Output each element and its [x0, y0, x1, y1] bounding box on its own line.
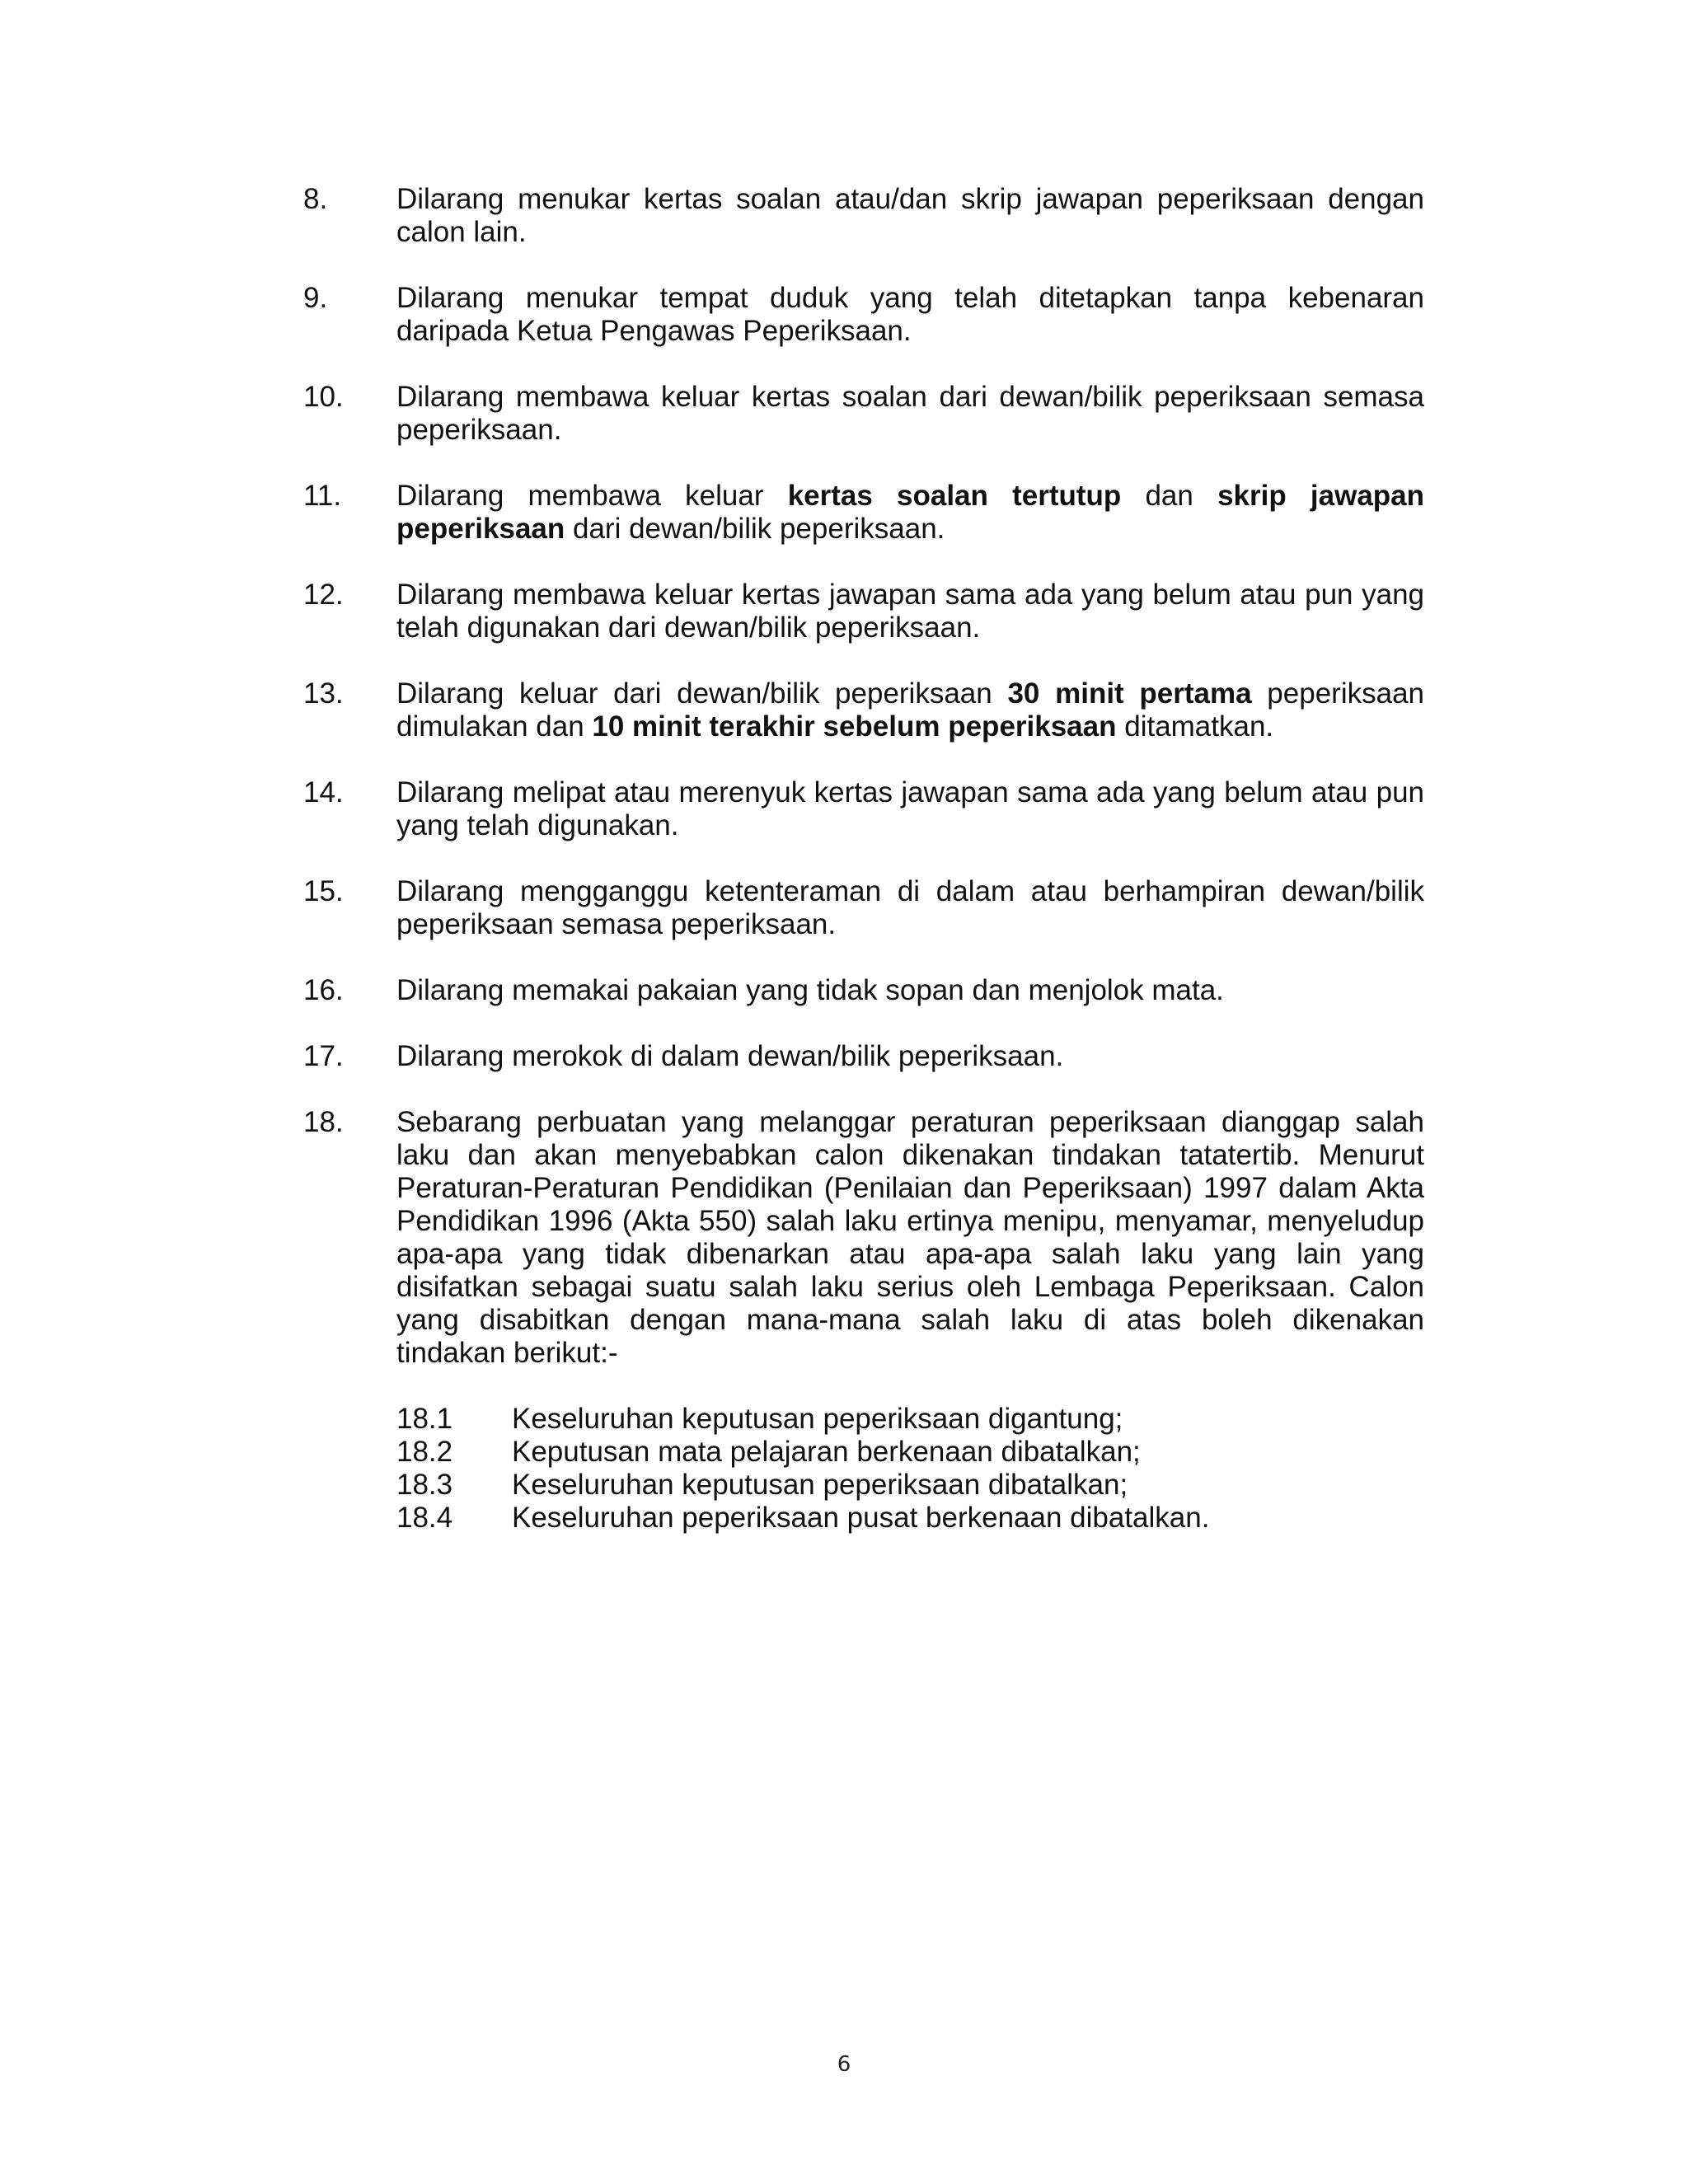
rule-item — [303, 381, 1424, 447]
sub-rule-item — [396, 1436, 1424, 1469]
rule-text — [396, 183, 1424, 249]
rule-item — [303, 282, 1424, 348]
rule-text-bold: skrip jawapan peperiksaan — [396, 480, 1425, 545]
sub-rule-number: 18.2 — [396, 1436, 453, 1468]
rule-text-segment: Dilarang membawa keluar kertas soalan dari dewan/bilik peperiksaan semasa peperiksaan. — [396, 381, 1424, 446]
sub-rule-text: Keseluruhan peperiksaan pusat berkenaan dibatalkan. — [512, 1502, 1210, 1534]
rule-number: 15. — [303, 875, 344, 907]
rule-number: 12. — [303, 579, 344, 611]
sub-rule-text: Keseluruhan keputusan peperiksaan digantung; — [512, 1403, 1123, 1435]
rule-text-segment: dari dewan/bilik peperiksaan. — [565, 513, 945, 545]
page-number: 6 — [837, 2052, 851, 2077]
sub-rule-item — [396, 1403, 1424, 1436]
rule-item — [303, 480, 1424, 546]
rule-paragraph — [396, 776, 1424, 842]
rule-item — [303, 183, 1424, 249]
sub-rule-item — [396, 1502, 1424, 1535]
rule-text-segment: Dilarang membawa keluar kertas jawapan sama ada yang belum atau pun yang telah digunakan dari dewan/bilik peperiksaan. — [396, 579, 1424, 644]
rule-item — [303, 1106, 1424, 1535]
rule-text — [396, 974, 1424, 1007]
rule-text-segment: Dilarang memakai pakaian yang tidak sopan dan menjolok mata. — [396, 974, 1224, 1006]
rules-list — [303, 183, 1424, 1568]
rule-number: 10. — [303, 381, 344, 413]
rule-number: 16. — [303, 974, 344, 1006]
rule-item — [303, 974, 1424, 1007]
rule-number: 18. — [303, 1106, 344, 1138]
rule-text-segment: Dilarang melipat atau merenyuk kertas jawapan sama ada yang belum atau pun yang telah digunakan. — [396, 776, 1424, 841]
sub-rule-text: Keseluruhan keputusan peperiksaan dibatalkan; — [512, 1469, 1128, 1501]
rule-text-segment: Dilarang keluar dari dewan/bilik peperiksaan — [396, 677, 1008, 710]
rule-paragraph — [396, 1040, 1424, 1073]
rule-number: 14. — [303, 776, 344, 808]
rule-text — [396, 381, 1424, 447]
rule-text — [396, 677, 1424, 743]
rule-text-segment: Dilarang membawa keluar — [396, 480, 788, 512]
rule-paragraph — [396, 282, 1424, 348]
rule-text-segment: Dilarang merokok di dalam dewan/bilik peperiksaan. — [396, 1040, 1064, 1072]
rule-number: 13. — [303, 677, 344, 710]
rule-paragraph — [396, 875, 1424, 941]
rule-paragraph — [396, 381, 1424, 447]
sub-rule-number: 18.1 — [396, 1403, 453, 1435]
rule-item — [303, 875, 1424, 941]
rule-text-segment: peperiksaan dimulakan dan — [396, 677, 1424, 743]
sub-rule-item — [396, 1469, 1424, 1502]
rule-paragraph — [396, 579, 1424, 644]
rule-text-segment: Dilarang menukar kertas soalan atau/dan skrip jawapan peperiksaan dengan calon lain. — [396, 183, 1424, 248]
rule-text-segment: dan — [1121, 480, 1218, 512]
rule-item — [303, 1040, 1424, 1073]
rule-number: 8. — [303, 183, 328, 215]
rule-text — [396, 1040, 1424, 1073]
rule-number: 9. — [303, 282, 328, 314]
sub-rule-list — [396, 1403, 1424, 1535]
rule-paragraph — [396, 183, 1424, 249]
rule-text-segment: Sebarang perbuatan yang melanggar peraturan peperiksaan dianggap salah laku dan akan menyebabkan calon dikenakan tindakan tatatertib. Menurut Peraturan-Peraturan Pendidikan (Penilaian dan Peperiksaan) 1997 dalam Akta Pendidikan 1996 (Akta 550) salah laku ertinya menipu, menyamar, menyeludup apa-apa yang tidak dibenarkan atau apa-apa salah laku yang lain yang disifatkan sebagai suatu salah laku serius oleh Lembaga Peperiksaan. Calon yang disabitkan dengan mana-mana salah laku di atas boleh dikenakan tindakan berikut:- — [396, 1106, 1424, 1369]
rule-text-bold: 30 minit pertama — [1007, 677, 1252, 710]
rule-text — [396, 282, 1424, 348]
rule-number: 17. — [303, 1040, 344, 1072]
rule-paragraph — [396, 1106, 1424, 1370]
rule-text-segment: Dilarang menukar tempat duduk yang telah ditetapkan tanpa kebenaran daripada Ketua Pengawas Peperiksaan. — [396, 282, 1424, 347]
rule-text — [396, 480, 1424, 546]
sub-rule-number: 18.3 — [396, 1469, 453, 1501]
rule-item — [303, 677, 1424, 743]
rule-paragraph — [396, 974, 1424, 1007]
rule-item — [303, 776, 1424, 842]
rule-paragraph — [396, 480, 1424, 546]
rule-text-segment: Dilarang mengganggu ketenteraman di dalam atau berhampiran dewan/bilik peperiksaan semasa peperiksaan. — [396, 875, 1424, 940]
sub-rule-number: 18.4 — [396, 1502, 453, 1534]
rule-text-segment: ditamatkan. — [1116, 710, 1274, 743]
rule-text-bold: 10 minit terakhir sebelum peperiksaan — [592, 710, 1117, 743]
rule-text — [396, 776, 1424, 842]
rule-text — [396, 579, 1424, 644]
rule-text — [396, 1106, 1424, 1535]
rule-text-bold: kertas soalan tertutup — [787, 480, 1122, 512]
sub-rule-text: Keputusan mata pelajaran berkenaan dibatalkan; — [512, 1436, 1141, 1468]
rule-paragraph — [396, 677, 1424, 743]
rule-number: 11. — [303, 480, 342, 512]
rule-text — [396, 875, 1424, 941]
rule-item — [303, 579, 1424, 644]
